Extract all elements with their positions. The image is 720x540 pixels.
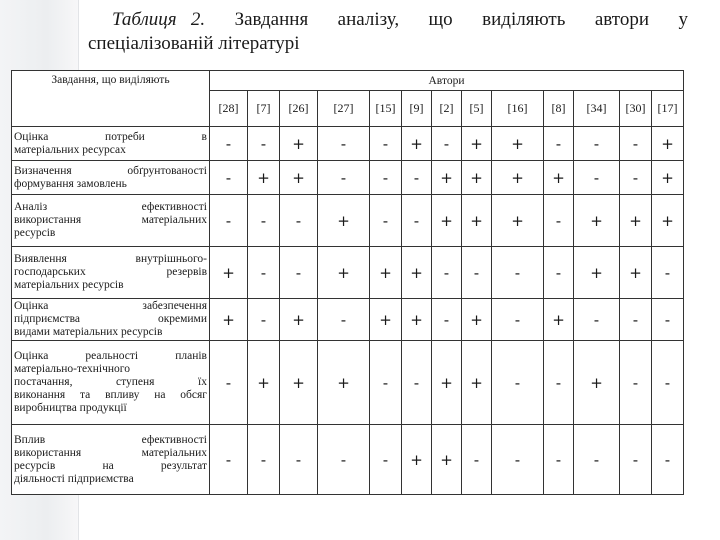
mark-cell: + xyxy=(652,127,684,161)
mark-cell: - xyxy=(462,247,492,299)
table-row xyxy=(12,161,684,195)
task-line: Вплив ефективності xyxy=(14,433,207,446)
caption-word: у xyxy=(678,9,688,30)
mark-cell: - xyxy=(652,341,684,425)
mark-cell: + xyxy=(574,341,620,425)
task-line: використання матеріальних xyxy=(14,446,207,459)
caption-word: аналізу, xyxy=(337,9,400,30)
table-caption xyxy=(88,8,688,56)
table-row xyxy=(12,425,684,495)
reference-header: [17] xyxy=(652,91,684,127)
mark-cell: + xyxy=(210,247,248,299)
mark-cell: - xyxy=(620,341,652,425)
mark-cell: - xyxy=(432,299,462,341)
header-task: Завдання, що виділяють xyxy=(12,71,210,127)
mark-cell: - xyxy=(432,247,462,299)
mark-cell: - xyxy=(210,127,248,161)
table-row xyxy=(12,299,684,341)
mark-cell: - xyxy=(318,299,370,341)
task-line: Оцінка реальності планів xyxy=(14,350,207,362)
mark-cell: - xyxy=(620,425,652,495)
mark-cell: + xyxy=(432,161,462,195)
mark-cell: - xyxy=(248,195,280,247)
task-cell xyxy=(12,195,210,247)
mark-cell: - xyxy=(370,195,402,247)
mark-cell: + xyxy=(574,247,620,299)
mark-cell: + xyxy=(432,341,462,425)
reference-header: [28] xyxy=(210,91,248,127)
mark-cell: - xyxy=(620,299,652,341)
reference-header: [2] xyxy=(432,91,462,127)
mark-cell: - xyxy=(370,341,402,425)
mark-cell: + xyxy=(318,195,370,247)
mark-cell: + xyxy=(462,127,492,161)
mark-cell: - xyxy=(652,425,684,495)
mark-cell: + xyxy=(492,195,544,247)
table-row xyxy=(12,247,684,299)
task-line: Аналіз ефективності xyxy=(14,201,207,213)
mark-cell: - xyxy=(370,161,402,195)
mark-cell: - xyxy=(210,161,248,195)
mark-cell: - xyxy=(492,341,544,425)
mark-cell: - xyxy=(248,425,280,495)
mark-cell: + xyxy=(492,161,544,195)
mark-cell: + xyxy=(544,299,574,341)
mark-cell: - xyxy=(544,425,574,495)
mark-cell: - xyxy=(280,425,318,495)
task-line: підприємства окремими xyxy=(14,313,207,325)
mark-cell: - xyxy=(432,127,462,161)
caption-word: що xyxy=(428,9,453,30)
mark-cell: - xyxy=(248,247,280,299)
table-row xyxy=(12,195,684,247)
mark-cell: + xyxy=(248,161,280,195)
mark-cell: - xyxy=(544,247,574,299)
mark-cell: - xyxy=(574,299,620,341)
task-line: постачання, ступеня їх xyxy=(14,376,207,388)
mark-cell: - xyxy=(462,425,492,495)
mark-cell: - xyxy=(620,127,652,161)
mark-cell: + xyxy=(370,299,402,341)
caption-word: Завдання xyxy=(234,9,309,30)
header-authors: Автори xyxy=(210,71,684,91)
mark-cell: + xyxy=(402,425,432,495)
task-cell xyxy=(12,247,210,299)
mark-cell: + xyxy=(462,341,492,425)
reference-header: [34] xyxy=(574,91,620,127)
task-line: матеріальних ресурсах xyxy=(14,143,126,156)
table-row xyxy=(12,341,684,425)
task-cell xyxy=(12,341,210,425)
mark-cell: - xyxy=(544,127,574,161)
task-line: ресурсів xyxy=(14,227,56,239)
mark-cell: + xyxy=(620,247,652,299)
task-cell xyxy=(12,425,210,495)
mark-cell: - xyxy=(544,195,574,247)
mark-cell: - xyxy=(318,127,370,161)
task-line: матеріально-технічного xyxy=(14,363,130,375)
caption-line-2: спеціалізованій літературі xyxy=(88,33,300,54)
mark-cell: + xyxy=(370,247,402,299)
mark-cell: + xyxy=(462,195,492,247)
mark-cell: - xyxy=(652,247,684,299)
mark-cell: - xyxy=(402,341,432,425)
mark-cell: + xyxy=(574,195,620,247)
mark-cell: - xyxy=(318,161,370,195)
mark-cell: - xyxy=(492,299,544,341)
task-cell xyxy=(12,161,210,195)
task-line: Оцінка забезпечення xyxy=(14,300,207,312)
task-line: діяльності підприємства xyxy=(14,472,134,485)
mark-cell: + xyxy=(280,341,318,425)
mark-cell: - xyxy=(402,195,432,247)
mark-cell: - xyxy=(210,425,248,495)
mark-cell: - xyxy=(318,425,370,495)
task-line: ресурсів на результат xyxy=(14,459,207,472)
tasks-authors-table xyxy=(11,70,684,495)
mark-cell: - xyxy=(574,425,620,495)
mark-cell: + xyxy=(280,299,318,341)
reference-header: [9] xyxy=(402,91,432,127)
mark-cell: - xyxy=(280,195,318,247)
mark-cell: + xyxy=(280,161,318,195)
caption-word: автори xyxy=(594,9,649,30)
caption-word: виділяють xyxy=(482,9,566,30)
mark-cell: + xyxy=(492,127,544,161)
task-line: виробництва продукції xyxy=(14,402,127,414)
reference-header: [8] xyxy=(544,91,574,127)
task-cell xyxy=(12,127,210,161)
task-line: виконання та впливу на обсяг xyxy=(14,389,207,401)
task-line: формування замовлень xyxy=(14,177,127,190)
mark-cell: + xyxy=(432,425,462,495)
mark-cell: - xyxy=(492,425,544,495)
reference-header: [26] xyxy=(280,91,318,127)
mark-cell: + xyxy=(318,341,370,425)
task-line: використання матеріальних xyxy=(14,214,207,226)
mark-cell: + xyxy=(402,299,432,341)
reference-header: [5] xyxy=(462,91,492,127)
mark-cell: - xyxy=(370,425,402,495)
mark-cell: + xyxy=(462,299,492,341)
task-line: Виявлення внутрішнього- xyxy=(14,253,207,265)
mark-cell: + xyxy=(402,247,432,299)
caption-label: Таблиця 2. xyxy=(112,9,206,30)
mark-cell: + xyxy=(248,341,280,425)
caption-line-1 xyxy=(88,8,688,32)
table-row xyxy=(12,127,684,161)
reference-header: [7] xyxy=(248,91,280,127)
mark-cell: - xyxy=(574,161,620,195)
mark-cell: + xyxy=(544,161,574,195)
task-line: видами матеріальних ресурсів xyxy=(14,326,163,338)
mark-cell: + xyxy=(402,127,432,161)
reference-header: [15] xyxy=(370,91,402,127)
mark-cell: - xyxy=(652,299,684,341)
mark-cell: + xyxy=(620,195,652,247)
mark-cell: - xyxy=(620,161,652,195)
mark-cell: + xyxy=(462,161,492,195)
task-line: господарських резервів xyxy=(14,266,207,278)
mark-cell: - xyxy=(544,341,574,425)
mark-cell: - xyxy=(492,247,544,299)
task-line: Оцінка потреби в xyxy=(14,130,207,143)
reference-header: [16] xyxy=(492,91,544,127)
reference-header: [30] xyxy=(620,91,652,127)
task-line: матеріальних ресурсів xyxy=(14,279,124,291)
reference-header: [27] xyxy=(318,91,370,127)
mark-cell: - xyxy=(280,247,318,299)
mark-cell: + xyxy=(280,127,318,161)
mark-cell: + xyxy=(652,195,684,247)
mark-cell: + xyxy=(210,299,248,341)
mark-cell: - xyxy=(210,341,248,425)
task-cell xyxy=(12,299,210,341)
mark-cell: - xyxy=(370,127,402,161)
mark-cell: - xyxy=(402,161,432,195)
mark-cell: - xyxy=(248,127,280,161)
mark-cell: + xyxy=(652,161,684,195)
mark-cell: - xyxy=(248,299,280,341)
task-line: Визначення обґрунтованості xyxy=(14,164,207,177)
mark-cell: - xyxy=(210,195,248,247)
mark-cell: + xyxy=(432,195,462,247)
mark-cell: + xyxy=(318,247,370,299)
mark-cell: - xyxy=(574,127,620,161)
